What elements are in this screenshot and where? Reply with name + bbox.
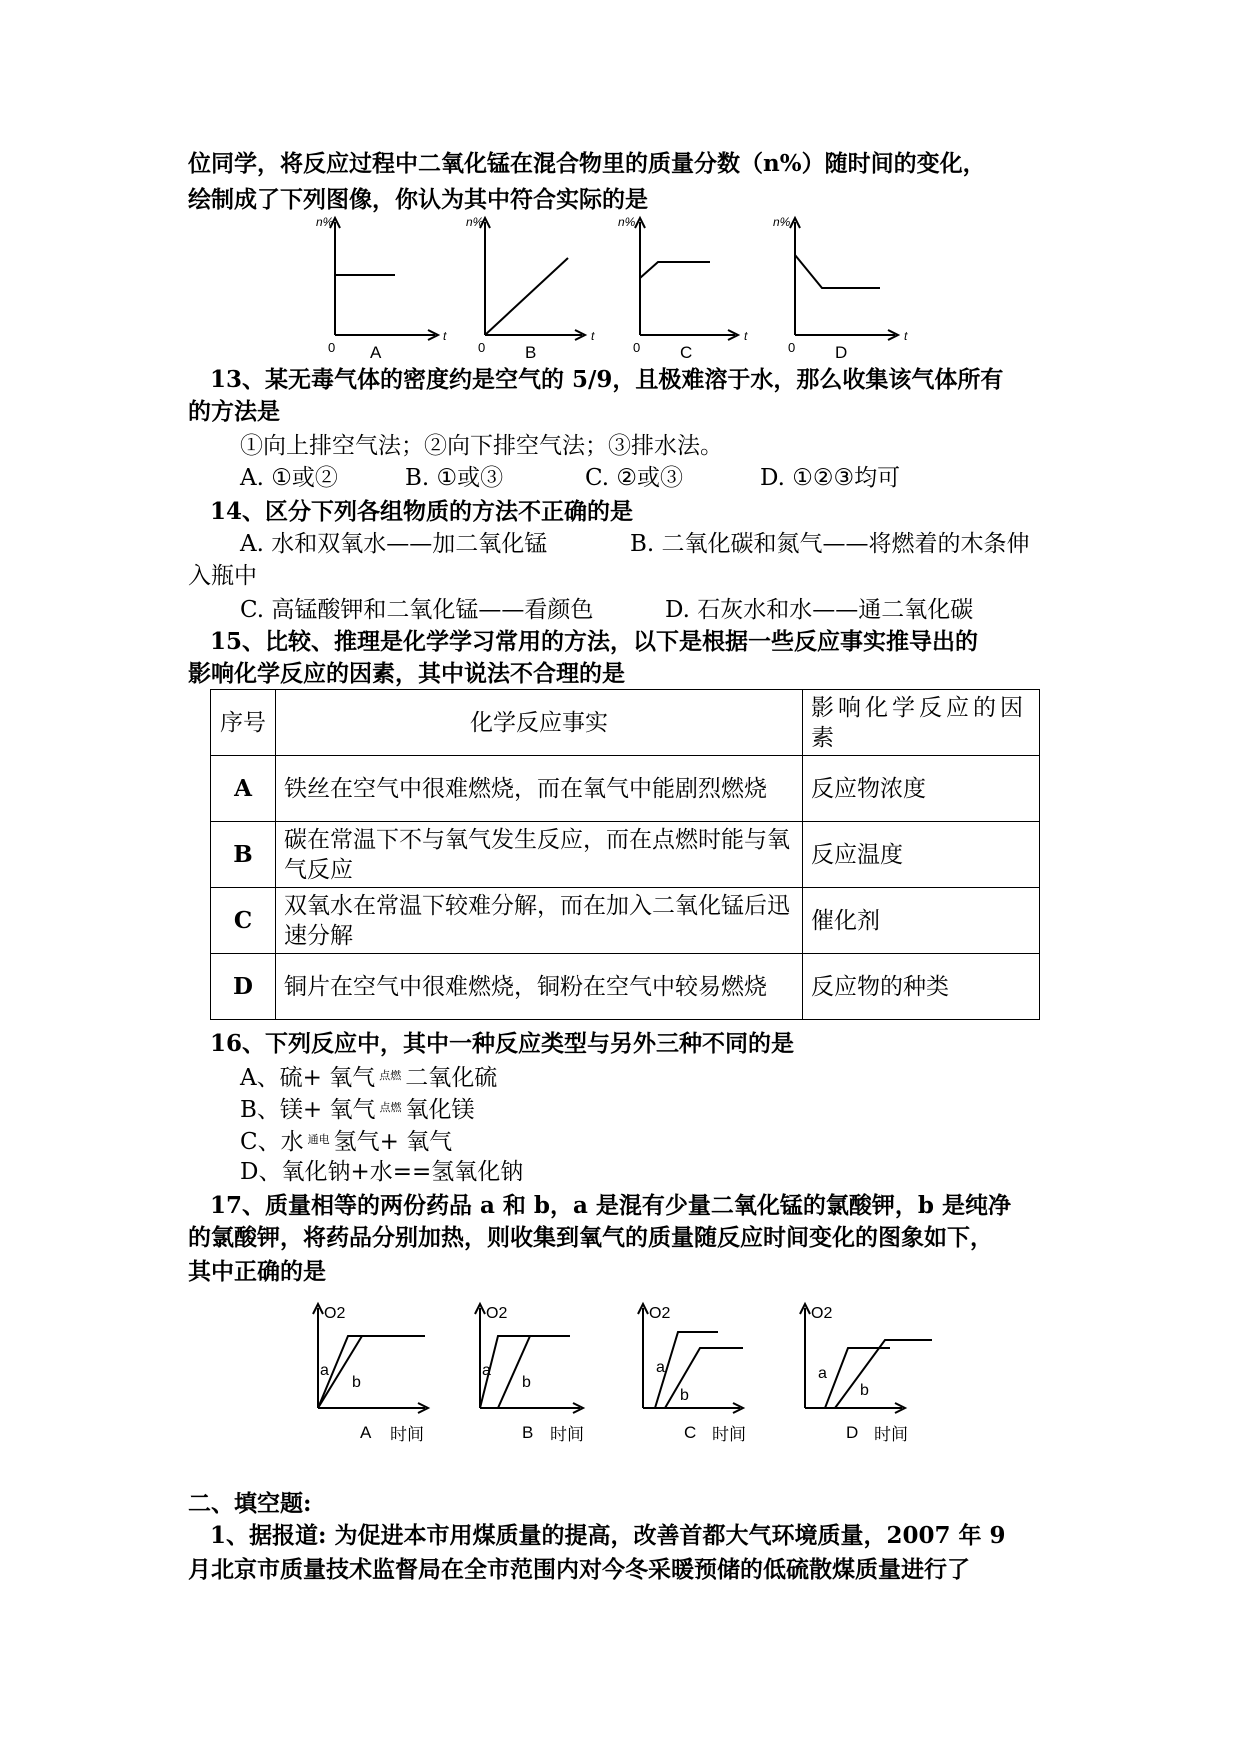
q12-graph-d [790, 218, 898, 340]
q17-a-label-a: a [320, 1362, 329, 1379]
q12-a-ylabel: n% [316, 215, 334, 229]
q17-a-label-b: b [352, 1374, 361, 1391]
q16-b-left: B、镁+ 氧气 [240, 1097, 376, 1123]
q16-a-right: 二氧化硫 [405, 1065, 498, 1091]
q16-option-d: D、氧化钠+水==氢氧化钠 [240, 1159, 524, 1185]
q17-c-xlabel: 时间 [712, 1425, 746, 1444]
row-factor: 反应温度 [803, 822, 1040, 888]
q17-b-letter: B [522, 1423, 534, 1442]
q14-option-d: D. 石灰水和水——通二氧化碳 [665, 597, 974, 623]
q17-a-ylabel: O2 [324, 1305, 346, 1322]
section2-title: 二、填空题: [188, 1490, 312, 1517]
q12-graph-a [330, 218, 438, 340]
table-header-row [211, 690, 1040, 756]
q12-graph-c [635, 218, 738, 340]
q17-b-ylabel: O2 [486, 1305, 508, 1322]
q14-option-b-cont: 入瓶中 [188, 563, 257, 589]
q17-line-2: 的氯酸钾，将药品分别加热，则收集到氧气的质量随反应时间变化的图象如下， [188, 1224, 993, 1251]
q12-d-xlabel: t [904, 329, 908, 343]
q13-methods: ①向上排空气法；②向下排空气法；③排水法。 [240, 433, 723, 459]
q13-option-d: D. ①②③均可 [760, 465, 901, 491]
q16-option-b [240, 1092, 474, 1126]
row-seq: C [211, 888, 276, 954]
table-row [211, 954, 1040, 1020]
header-factor: 影响化学反应的因素 [803, 690, 1040, 756]
q12-c-origin: 0 [633, 340, 641, 355]
q12-b-letter: B [525, 343, 537, 360]
q12-a-origin: 0 [328, 340, 336, 355]
q12-graphs [310, 210, 930, 360]
q12-a-xlabel: t [443, 329, 447, 343]
table-row [211, 822, 1040, 888]
q15-table [210, 689, 1040, 1020]
q15-line-1: 15、比较、推理是化学学习常用的方法，以下是根据一些反应事实推导出的 [210, 628, 979, 655]
q12-line-1: 位同学，将反应过程中二氧化锰在混合物里的质量分数（n%）随时间的变化， [188, 150, 986, 177]
q16-b-condition: 点燃 [379, 1101, 402, 1114]
q12-c-ylabel: n% [618, 215, 636, 229]
q16-c-right: 氢气+ 氧气 [333, 1129, 453, 1155]
q17-c-label-a: a [656, 1359, 665, 1376]
row-fact: 碳在常温下不与氧气发生反应，而在点燃时能与氧气反应 [276, 822, 803, 888]
q16-option-a [240, 1060, 497, 1094]
q12-b-origin: 0 [478, 340, 486, 355]
q17-c-letter: C [684, 1423, 697, 1442]
q17-c-label-b: b [680, 1387, 689, 1404]
row-factor: 反应物浓度 [803, 756, 1040, 822]
q17-c-ylabel: O2 [649, 1305, 671, 1322]
row-factor: 催化剂 [803, 888, 1040, 954]
row-seq: B [211, 822, 276, 888]
q14-stem: 14、区分下列各组物质的方法不正确的是 [210, 498, 634, 525]
q12-c-letter: C [680, 343, 693, 360]
header-fact: 化学反应事实 [276, 690, 803, 756]
q16-b-right: 氧化镁 [405, 1097, 475, 1123]
q16-stem: 16、下列反应中，其中一种反应类型与另外三种不同的是 [210, 1030, 795, 1057]
q16-option-c [240, 1124, 452, 1158]
q14-option-c: C. 高锰酸钾和二氧化锰——看颜色 [240, 597, 594, 623]
q17-d-xlabel: 时间 [874, 1425, 908, 1444]
q13-option-c: C. ②或③ [585, 465, 684, 491]
q12-d-ylabel: n% [773, 215, 791, 229]
q16-a-left: A、硫+ 氧气 [240, 1065, 376, 1091]
q12-c-xlabel: t [744, 329, 748, 343]
q16-a-condition: 点燃 [379, 1069, 402, 1082]
q17-b-xlabel: 时间 [550, 1425, 584, 1444]
q12-d-origin: 0 [788, 340, 796, 355]
row-fact: 双氧水在常温下较难分解，而在加入二氧化锰后迅速分解 [276, 888, 803, 954]
row-fact: 铁丝在空气中很难燃烧，而在氧气中能剧烈燃烧 [276, 756, 803, 822]
row-seq: A [211, 756, 276, 822]
q17-d-ylabel: O2 [811, 1305, 833, 1322]
q12-b-ylabel: n% [466, 215, 484, 229]
q17-d-letter: D [846, 1423, 859, 1442]
q12-d-letter: D [835, 343, 848, 360]
q14-option-a: A. 水和双氧水——加二氧化锰 [240, 531, 548, 557]
row-seq: D [211, 954, 276, 1020]
q12-a-letter: A [370, 343, 382, 360]
row-factor: 反应物的种类 [803, 954, 1040, 1020]
q13-line-1: 13、某无毒气体的密度约是空气的 5/9，且极难溶于水，那么收集该气体所有 [210, 366, 1004, 393]
q17-b-label-b: b [522, 1374, 531, 1391]
q16-c-left: C、水 [240, 1129, 304, 1155]
q17-a-letter: A [360, 1423, 372, 1442]
header-seq: 序号 [211, 690, 276, 756]
q17-d-label-b: b [860, 1382, 869, 1399]
q13-line-2: 的方法是 [188, 398, 280, 425]
q17-graphs [300, 1300, 960, 1445]
q13-option-a: A. ①或② [240, 465, 338, 491]
table-row [211, 888, 1040, 954]
section2-line-2: 月北京市质量技术监督局在全市范围内对今冬采暖预储的低硫散煤质量进行了 [188, 1556, 970, 1583]
table-row [211, 756, 1040, 822]
q16-c-condition: 通电 [307, 1133, 330, 1146]
q12-b-xlabel: t [591, 329, 595, 343]
q12-graph-b [480, 218, 585, 340]
q17-line-1: 17、质量相等的两份药品 a 和 b，a 是混有少量二氧化锰的氯酸钾，b 是纯净 [210, 1192, 1012, 1219]
q17-d-label-a: a [818, 1365, 827, 1382]
section2-line-1: 1、据报道: 为促进本市用煤质量的提高，改善首都大气环境质量，2007 年 9 [210, 1522, 1006, 1549]
q14-option-b: B. 二氧化碳和氮气——将燃着的木条伸 [630, 531, 1030, 557]
q17-a-xlabel: 时间 [390, 1425, 424, 1444]
row-fact: 铜片在空气中很难燃烧，铜粉在空气中较易燃烧 [276, 954, 803, 1020]
q13-option-b: B. ①或③ [405, 465, 504, 491]
q12-line-2: 绘制成了下列图像，你认为其中符合实际的是 [188, 186, 648, 213]
q17-b-label-a: a [482, 1362, 491, 1379]
q17-line-3: 其中正确的是 [188, 1258, 326, 1285]
q15-line-2: 影响化学反应的因素，其中说法不合理的是 [188, 660, 625, 687]
